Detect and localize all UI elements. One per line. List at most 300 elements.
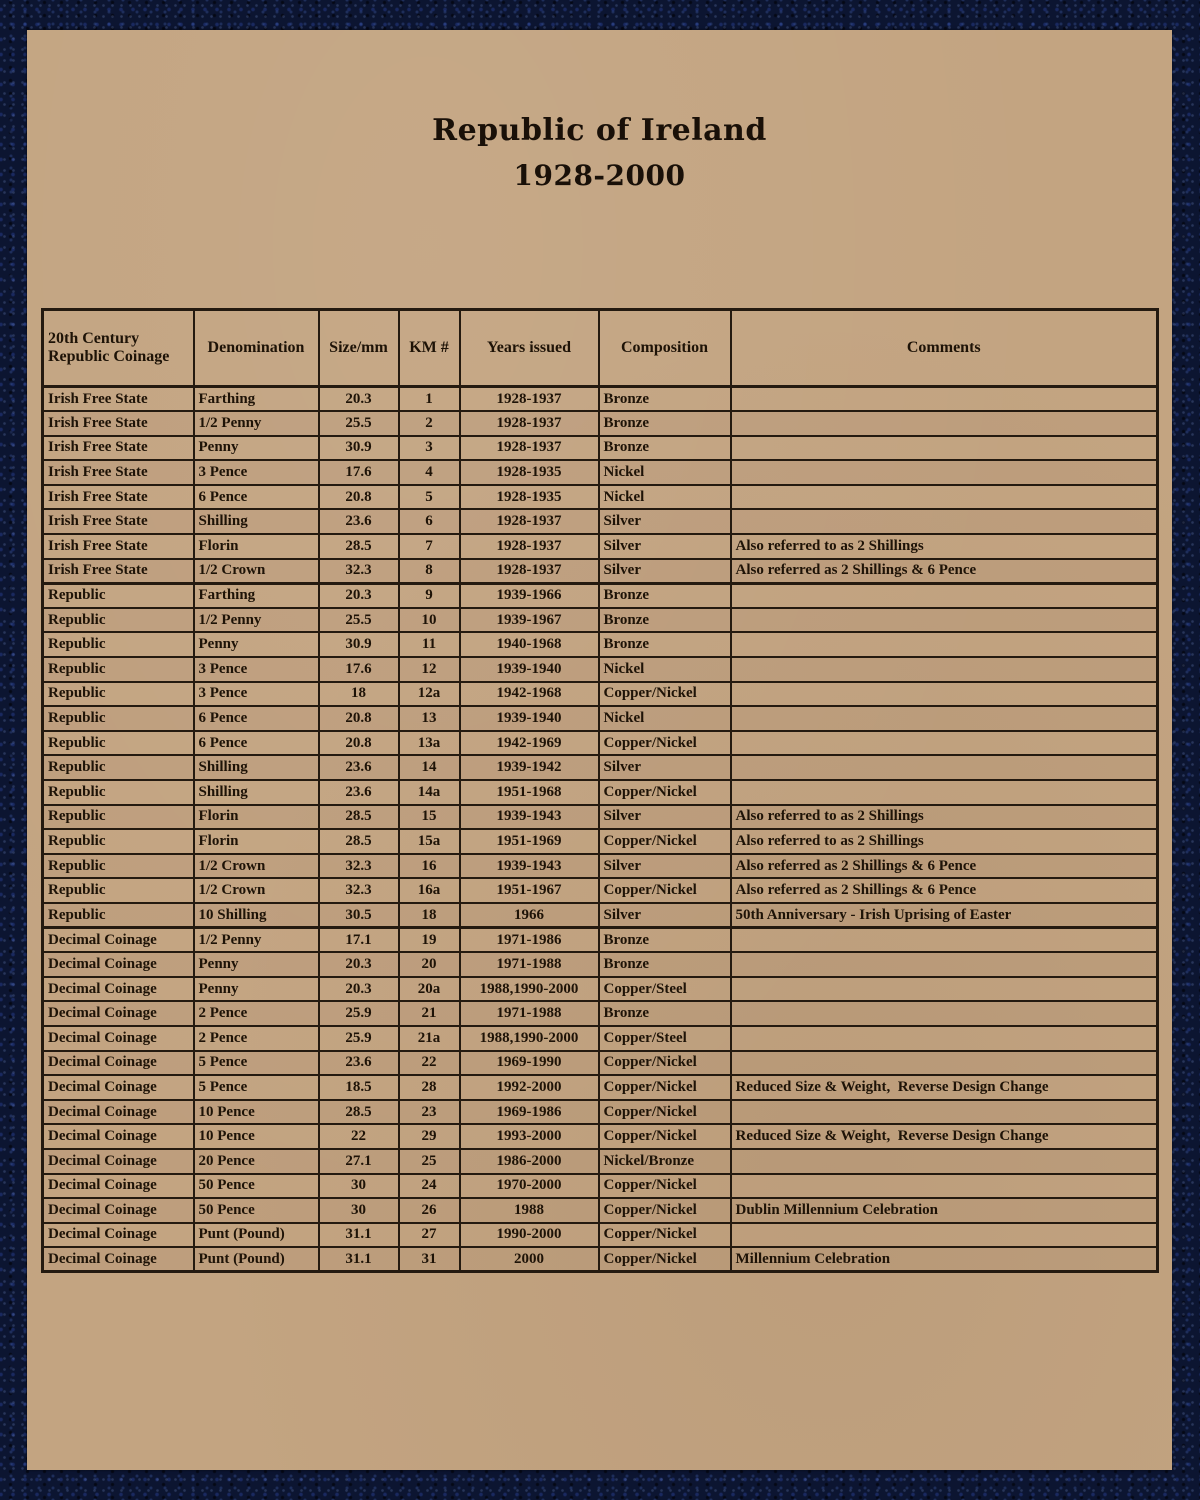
cell-era: Republic xyxy=(43,780,194,805)
cell-composition: Copper/Nickel xyxy=(599,1051,731,1076)
cell-composition: Nickel xyxy=(599,485,731,510)
cell-composition: Copper/Nickel xyxy=(599,1198,731,1223)
cell-km: 27 xyxy=(399,1223,460,1248)
table-row xyxy=(43,755,1158,780)
cell-era: Republic xyxy=(43,755,194,780)
cell-denomination: Florin xyxy=(194,805,319,830)
cell-comments xyxy=(731,731,1158,756)
cell-size: 17.6 xyxy=(319,460,399,485)
table-row xyxy=(43,509,1158,534)
cell-comments xyxy=(731,706,1158,731)
cell-era: Republic xyxy=(43,829,194,854)
cell-composition: Bronze xyxy=(599,387,731,412)
cell-km: 6 xyxy=(399,509,460,534)
cell-comments xyxy=(731,755,1158,780)
cell-km: 25 xyxy=(399,1149,460,1174)
table-row xyxy=(43,706,1158,731)
cell-size: 23.6 xyxy=(319,1051,399,1076)
cell-composition: Silver xyxy=(599,903,731,928)
cell-comments xyxy=(731,682,1158,707)
cell-era: Republic xyxy=(43,632,194,657)
cell-km: 3 xyxy=(399,436,460,461)
table-row xyxy=(43,1149,1158,1174)
cell-era: Decimal Coinage xyxy=(43,977,194,1002)
table-row xyxy=(43,805,1158,830)
cell-composition: Copper/Nickel xyxy=(599,829,731,854)
cell-denomination: 1/2 Crown xyxy=(194,854,319,879)
cell-km: 29 xyxy=(399,1124,460,1149)
cell-size: 20.3 xyxy=(319,952,399,977)
cell-years: 1928-1935 xyxy=(460,485,599,510)
header-size: Size/mm xyxy=(319,310,399,387)
cell-denomination: Farthing xyxy=(194,387,319,412)
cell-era: Republic xyxy=(43,657,194,682)
table-row xyxy=(43,436,1158,461)
cell-composition: Bronze xyxy=(599,583,731,608)
cell-denomination: Shilling xyxy=(194,509,319,534)
cell-comments: Also referred as 2 Shillings & 6 Pence xyxy=(731,878,1158,903)
cell-years: 1971-1988 xyxy=(460,952,599,977)
cell-denomination: 1/2 Penny xyxy=(194,928,319,953)
cell-composition: Bronze xyxy=(599,436,731,461)
table-row xyxy=(43,854,1158,879)
cell-size: 28.5 xyxy=(319,1100,399,1125)
table-row xyxy=(43,608,1158,633)
cell-years: 1988,1990-2000 xyxy=(460,1026,599,1051)
cell-years: 1939-1943 xyxy=(460,805,599,830)
cell-composition: Silver xyxy=(599,805,731,830)
cell-denomination: 1/2 Penny xyxy=(194,608,319,633)
table-row xyxy=(43,928,1158,953)
table-row xyxy=(43,952,1158,977)
cell-years: 1942-1968 xyxy=(460,682,599,707)
cell-composition: Copper/Nickel xyxy=(599,1247,731,1272)
cell-denomination: Florin xyxy=(194,829,319,854)
table-row xyxy=(43,731,1158,756)
cell-comments: Also referred to as 2 Shillings xyxy=(731,534,1158,559)
cell-era: Decimal Coinage xyxy=(43,952,194,977)
cell-size: 23.6 xyxy=(319,780,399,805)
cell-era: Irish Free State xyxy=(43,559,194,584)
cell-comments xyxy=(731,411,1158,436)
cell-composition: Bronze xyxy=(599,632,731,657)
table-row xyxy=(43,1075,1158,1100)
cell-km: 2 xyxy=(399,411,460,436)
cell-size: 22 xyxy=(319,1124,399,1149)
cell-era: Decimal Coinage xyxy=(43,1223,194,1248)
cell-km: 18 xyxy=(399,903,460,928)
cell-comments xyxy=(731,952,1158,977)
cell-era: Republic xyxy=(43,583,194,608)
cell-size: 31.1 xyxy=(319,1247,399,1272)
cell-size: 32.3 xyxy=(319,559,399,584)
cell-years: 1970-2000 xyxy=(460,1174,599,1199)
cell-era: Decimal Coinage xyxy=(43,1149,194,1174)
cell-era: Republic xyxy=(43,731,194,756)
cell-era: Republic xyxy=(43,878,194,903)
cell-comments xyxy=(731,608,1158,633)
cell-comments: Reduced Size & Weight, Reverse Design Change xyxy=(731,1124,1158,1149)
cell-comments: Millennium Celebration xyxy=(731,1247,1158,1272)
cell-comments xyxy=(731,1026,1158,1051)
cell-denomination: Shilling xyxy=(194,755,319,780)
cell-size: 25.5 xyxy=(319,608,399,633)
cell-comments: Dublin Millennium Celebration xyxy=(731,1198,1158,1223)
cell-years: 1939-1940 xyxy=(460,657,599,682)
cell-composition: Copper/Nickel xyxy=(599,1124,731,1149)
cell-era: Republic xyxy=(43,682,194,707)
cell-composition: Copper/Nickel xyxy=(599,878,731,903)
cell-size: 31.1 xyxy=(319,1223,399,1248)
cell-composition: Copper/Nickel xyxy=(599,1223,731,1248)
cell-years: 1928-1937 xyxy=(460,534,599,559)
cell-denomination: Penny xyxy=(194,952,319,977)
cell-years: 1939-1943 xyxy=(460,854,599,879)
cell-size: 18 xyxy=(319,682,399,707)
cell-km: 14a xyxy=(399,780,460,805)
table-row xyxy=(43,387,1158,412)
cell-composition: Copper/Steel xyxy=(599,1026,731,1051)
cell-km: 4 xyxy=(399,460,460,485)
header-denomination: Denomination xyxy=(194,310,319,387)
cell-denomination: 10 Pence xyxy=(194,1124,319,1149)
table-row xyxy=(43,411,1158,436)
cell-era: Irish Free State xyxy=(43,485,194,510)
cell-km: 12a xyxy=(399,682,460,707)
cell-years: 2000 xyxy=(460,1247,599,1272)
cell-km: 22 xyxy=(399,1051,460,1076)
cell-composition: Bronze xyxy=(599,1001,731,1026)
cell-size: 20.8 xyxy=(319,485,399,510)
cell-size: 30 xyxy=(319,1174,399,1199)
cell-km: 16 xyxy=(399,854,460,879)
cell-comments xyxy=(731,780,1158,805)
cell-comments xyxy=(731,583,1158,608)
cell-composition: Bronze xyxy=(599,608,731,633)
cell-comments: Reduced Size & Weight, Reverse Design Change xyxy=(731,1075,1158,1100)
cell-denomination: 3 Pence xyxy=(194,460,319,485)
cell-era: Irish Free State xyxy=(43,411,194,436)
cell-comments xyxy=(731,632,1158,657)
cell-comments xyxy=(731,928,1158,953)
table-row xyxy=(43,829,1158,854)
cell-denomination: 10 Pence xyxy=(194,1100,319,1125)
cell-denomination: 50 Pence xyxy=(194,1174,319,1199)
header-years: Years issued xyxy=(460,310,599,387)
cell-km: 21 xyxy=(399,1001,460,1026)
table-row xyxy=(43,485,1158,510)
cell-era: Decimal Coinage xyxy=(43,1026,194,1051)
table-row xyxy=(43,534,1158,559)
cell-size: 28.5 xyxy=(319,534,399,559)
cell-denomination: 6 Pence xyxy=(194,731,319,756)
cell-years: 1988 xyxy=(460,1198,599,1223)
cell-years: 1939-1966 xyxy=(460,583,599,608)
cell-denomination: 6 Pence xyxy=(194,706,319,731)
cell-size: 25.9 xyxy=(319,1001,399,1026)
cell-years: 1928-1937 xyxy=(460,559,599,584)
cell-km: 16a xyxy=(399,878,460,903)
cell-era: Irish Free State xyxy=(43,387,194,412)
cell-km: 24 xyxy=(399,1174,460,1199)
cell-years: 1986-2000 xyxy=(460,1149,599,1174)
cell-era: Decimal Coinage xyxy=(43,1001,194,1026)
cell-km: 26 xyxy=(399,1198,460,1223)
cell-size: 32.3 xyxy=(319,878,399,903)
table-row xyxy=(43,903,1158,928)
cell-era: Decimal Coinage xyxy=(43,1075,194,1100)
cell-km: 10 xyxy=(399,608,460,633)
cell-size: 20.8 xyxy=(319,731,399,756)
cell-comments xyxy=(731,1174,1158,1199)
cell-composition: Silver xyxy=(599,755,731,780)
coinage-table xyxy=(41,308,1159,1273)
cell-size: 23.6 xyxy=(319,755,399,780)
cell-size: 20.3 xyxy=(319,387,399,412)
table-row xyxy=(43,583,1158,608)
cell-km: 13a xyxy=(399,731,460,756)
cell-denomination: 20 Pence xyxy=(194,1149,319,1174)
cell-km: 31 xyxy=(399,1247,460,1272)
table-row xyxy=(43,657,1158,682)
cell-years: 1971-1988 xyxy=(460,1001,599,1026)
cell-composition: Copper/Nickel xyxy=(599,1100,731,1125)
cell-era: Decimal Coinage xyxy=(43,1198,194,1223)
cell-comments: Also referred as 2 Shillings & 6 Pence xyxy=(731,559,1158,584)
cell-era: Decimal Coinage xyxy=(43,1174,194,1199)
cell-km: 13 xyxy=(399,706,460,731)
cell-composition: Copper/Nickel xyxy=(599,1075,731,1100)
cell-era: Irish Free State xyxy=(43,534,194,559)
cell-comments xyxy=(731,1100,1158,1125)
table-row xyxy=(43,1174,1158,1199)
cell-era: Irish Free State xyxy=(43,460,194,485)
cell-composition: Nickel xyxy=(599,460,731,485)
cell-size: 28.5 xyxy=(319,829,399,854)
cell-era: Irish Free State xyxy=(43,509,194,534)
cell-era: Irish Free State xyxy=(43,436,194,461)
cell-km: 7 xyxy=(399,534,460,559)
table-row xyxy=(43,460,1158,485)
page-subtitle: 1928-2000 xyxy=(513,159,686,192)
table-row xyxy=(43,1223,1158,1248)
cell-era: Republic xyxy=(43,706,194,731)
cell-era: Decimal Coinage xyxy=(43,1124,194,1149)
cell-km: 8 xyxy=(399,559,460,584)
cell-size: 17.6 xyxy=(319,657,399,682)
cell-denomination: 50 Pence xyxy=(194,1198,319,1223)
cell-denomination: 1/2 Crown xyxy=(194,878,319,903)
table-row xyxy=(43,1026,1158,1051)
header-composition: Composition xyxy=(599,310,731,387)
cell-years: 1993-2000 xyxy=(460,1124,599,1149)
cell-km: 12 xyxy=(399,657,460,682)
table-header-row xyxy=(43,310,1158,387)
cell-years: 1966 xyxy=(460,903,599,928)
cell-denomination: Penny xyxy=(194,977,319,1002)
cell-comments xyxy=(731,1223,1158,1248)
cell-era: Republic xyxy=(43,903,194,928)
cell-years: 1951-1967 xyxy=(460,878,599,903)
cell-size: 20.8 xyxy=(319,706,399,731)
cell-composition: Copper/Nickel xyxy=(599,731,731,756)
cell-km: 20 xyxy=(399,952,460,977)
cell-years: 1988,1990-2000 xyxy=(460,977,599,1002)
cell-years: 1969-1986 xyxy=(460,1100,599,1125)
cell-km: 23 xyxy=(399,1100,460,1125)
cell-comments xyxy=(731,1149,1158,1174)
cell-era: Republic xyxy=(43,608,194,633)
cell-years: 1940-1968 xyxy=(460,632,599,657)
cell-years: 1928-1937 xyxy=(460,387,599,412)
cell-km: 20a xyxy=(399,977,460,1002)
cell-years: 1928-1935 xyxy=(460,460,599,485)
cell-denomination: Punt (Pound) xyxy=(194,1247,319,1272)
cell-comments xyxy=(731,977,1158,1002)
cell-years: 1939-1967 xyxy=(460,608,599,633)
cell-era: Republic xyxy=(43,805,194,830)
cell-era: Decimal Coinage xyxy=(43,1051,194,1076)
cell-comments: Also referred to as 2 Shillings xyxy=(731,829,1158,854)
cell-composition: Silver xyxy=(599,534,731,559)
cell-km: 5 xyxy=(399,485,460,510)
cell-comments xyxy=(731,1051,1158,1076)
cell-denomination: 5 Pence xyxy=(194,1075,319,1100)
cell-km: 19 xyxy=(399,928,460,953)
cell-comments: Also referred to as 2 Shillings xyxy=(731,805,1158,830)
cell-composition: Silver xyxy=(599,559,731,584)
cell-size: 25.5 xyxy=(319,411,399,436)
cell-size: 28.5 xyxy=(319,805,399,830)
cell-comments xyxy=(731,387,1158,412)
cell-composition: Nickel/Bronze xyxy=(599,1149,731,1174)
cell-denomination: Shilling xyxy=(194,780,319,805)
cell-composition: Copper/Nickel xyxy=(599,1174,731,1199)
cell-years: 1951-1969 xyxy=(460,829,599,854)
cell-size: 30.5 xyxy=(319,903,399,928)
cell-composition: Copper/Nickel xyxy=(599,682,731,707)
album-page xyxy=(27,30,1172,1470)
cell-comments xyxy=(731,460,1158,485)
cell-years: 1971-1986 xyxy=(460,928,599,953)
table-row xyxy=(43,878,1158,903)
cell-denomination: Penny xyxy=(194,436,319,461)
cell-size: 30.9 xyxy=(319,632,399,657)
cell-size: 23.6 xyxy=(319,509,399,534)
cell-km: 1 xyxy=(399,387,460,412)
cell-denomination: 1/2 Crown xyxy=(194,559,319,584)
table-row xyxy=(43,559,1158,584)
cell-composition: Nickel xyxy=(599,657,731,682)
cell-composition: Copper/Steel xyxy=(599,977,731,1002)
cell-size: 20.3 xyxy=(319,977,399,1002)
cell-era: Decimal Coinage xyxy=(43,928,194,953)
cell-denomination: 1/2 Penny xyxy=(194,411,319,436)
cell-size: 18.5 xyxy=(319,1075,399,1100)
table-row xyxy=(43,780,1158,805)
table-row xyxy=(43,1124,1158,1149)
header-comments: Comments xyxy=(731,310,1158,387)
cell-km: 28 xyxy=(399,1075,460,1100)
cell-comments: 50th Anniversary - Irish Uprising of Easter xyxy=(731,903,1158,928)
cell-composition: Nickel xyxy=(599,706,731,731)
cell-denomination: 2 Pence xyxy=(194,1001,319,1026)
cell-km: 11 xyxy=(399,632,460,657)
cell-era: Republic xyxy=(43,854,194,879)
table-row xyxy=(43,632,1158,657)
cell-comments xyxy=(731,1001,1158,1026)
cell-km: 15a xyxy=(399,829,460,854)
cell-era: Decimal Coinage xyxy=(43,1247,194,1272)
cell-denomination: 10 Shilling xyxy=(194,903,319,928)
header-km: KM # xyxy=(399,310,460,387)
cell-years: 1939-1940 xyxy=(460,706,599,731)
cell-km: 21a xyxy=(399,1026,460,1051)
cell-comments xyxy=(731,657,1158,682)
cell-size: 32.3 xyxy=(319,854,399,879)
cell-km: 15 xyxy=(399,805,460,830)
cell-years: 1969-1990 xyxy=(460,1051,599,1076)
cell-denomination: 3 Pence xyxy=(194,657,319,682)
cell-years: 1942-1969 xyxy=(460,731,599,756)
cell-km: 9 xyxy=(399,583,460,608)
cell-size: 30 xyxy=(319,1198,399,1223)
cell-years: 1928-1937 xyxy=(460,509,599,534)
cell-comments xyxy=(731,436,1158,461)
table-row xyxy=(43,1198,1158,1223)
cell-denomination: 5 Pence xyxy=(194,1051,319,1076)
cell-years: 1928-1937 xyxy=(460,436,599,461)
cell-era: Decimal Coinage xyxy=(43,1100,194,1125)
page-title: Republic of Ireland xyxy=(432,113,767,148)
cell-km: 14 xyxy=(399,755,460,780)
cell-composition: Copper/Nickel xyxy=(599,780,731,805)
cell-denomination: 2 Pence xyxy=(194,1026,319,1051)
cell-denomination: Punt (Pound) xyxy=(194,1223,319,1248)
cell-composition: Bronze xyxy=(599,411,731,436)
cell-size: 17.1 xyxy=(319,928,399,953)
cell-years: 1990-2000 xyxy=(460,1223,599,1248)
cell-comments xyxy=(731,509,1158,534)
header-era: 20th Century Republic Coinage xyxy=(43,310,194,387)
cell-size: 25.9 xyxy=(319,1026,399,1051)
table-row xyxy=(43,1247,1158,1272)
cell-composition: Bronze xyxy=(599,928,731,953)
cell-years: 1992-2000 xyxy=(460,1075,599,1100)
cell-comments xyxy=(731,485,1158,510)
cell-denomination: Florin xyxy=(194,534,319,559)
cell-years: 1928-1937 xyxy=(460,411,599,436)
table-row xyxy=(43,1100,1158,1125)
cell-years: 1951-1968 xyxy=(460,780,599,805)
table-row xyxy=(43,1001,1158,1026)
cell-denomination: 3 Pence xyxy=(194,682,319,707)
table-row xyxy=(43,1051,1158,1076)
table-row xyxy=(43,977,1158,1002)
cell-size: 20.3 xyxy=(319,583,399,608)
cell-composition: Silver xyxy=(599,854,731,879)
cell-years: 1939-1942 xyxy=(460,755,599,780)
cell-denomination: 6 Pence xyxy=(194,485,319,510)
cell-composition: Silver xyxy=(599,509,731,534)
cell-denomination: Farthing xyxy=(194,583,319,608)
table-row xyxy=(43,682,1158,707)
cell-composition: Bronze xyxy=(599,952,731,977)
cell-comments: Also referred as 2 Shillings & 6 Pence xyxy=(731,854,1158,879)
table-body xyxy=(43,387,1158,1272)
cell-size: 30.9 xyxy=(319,436,399,461)
cell-denomination: Penny xyxy=(194,632,319,657)
